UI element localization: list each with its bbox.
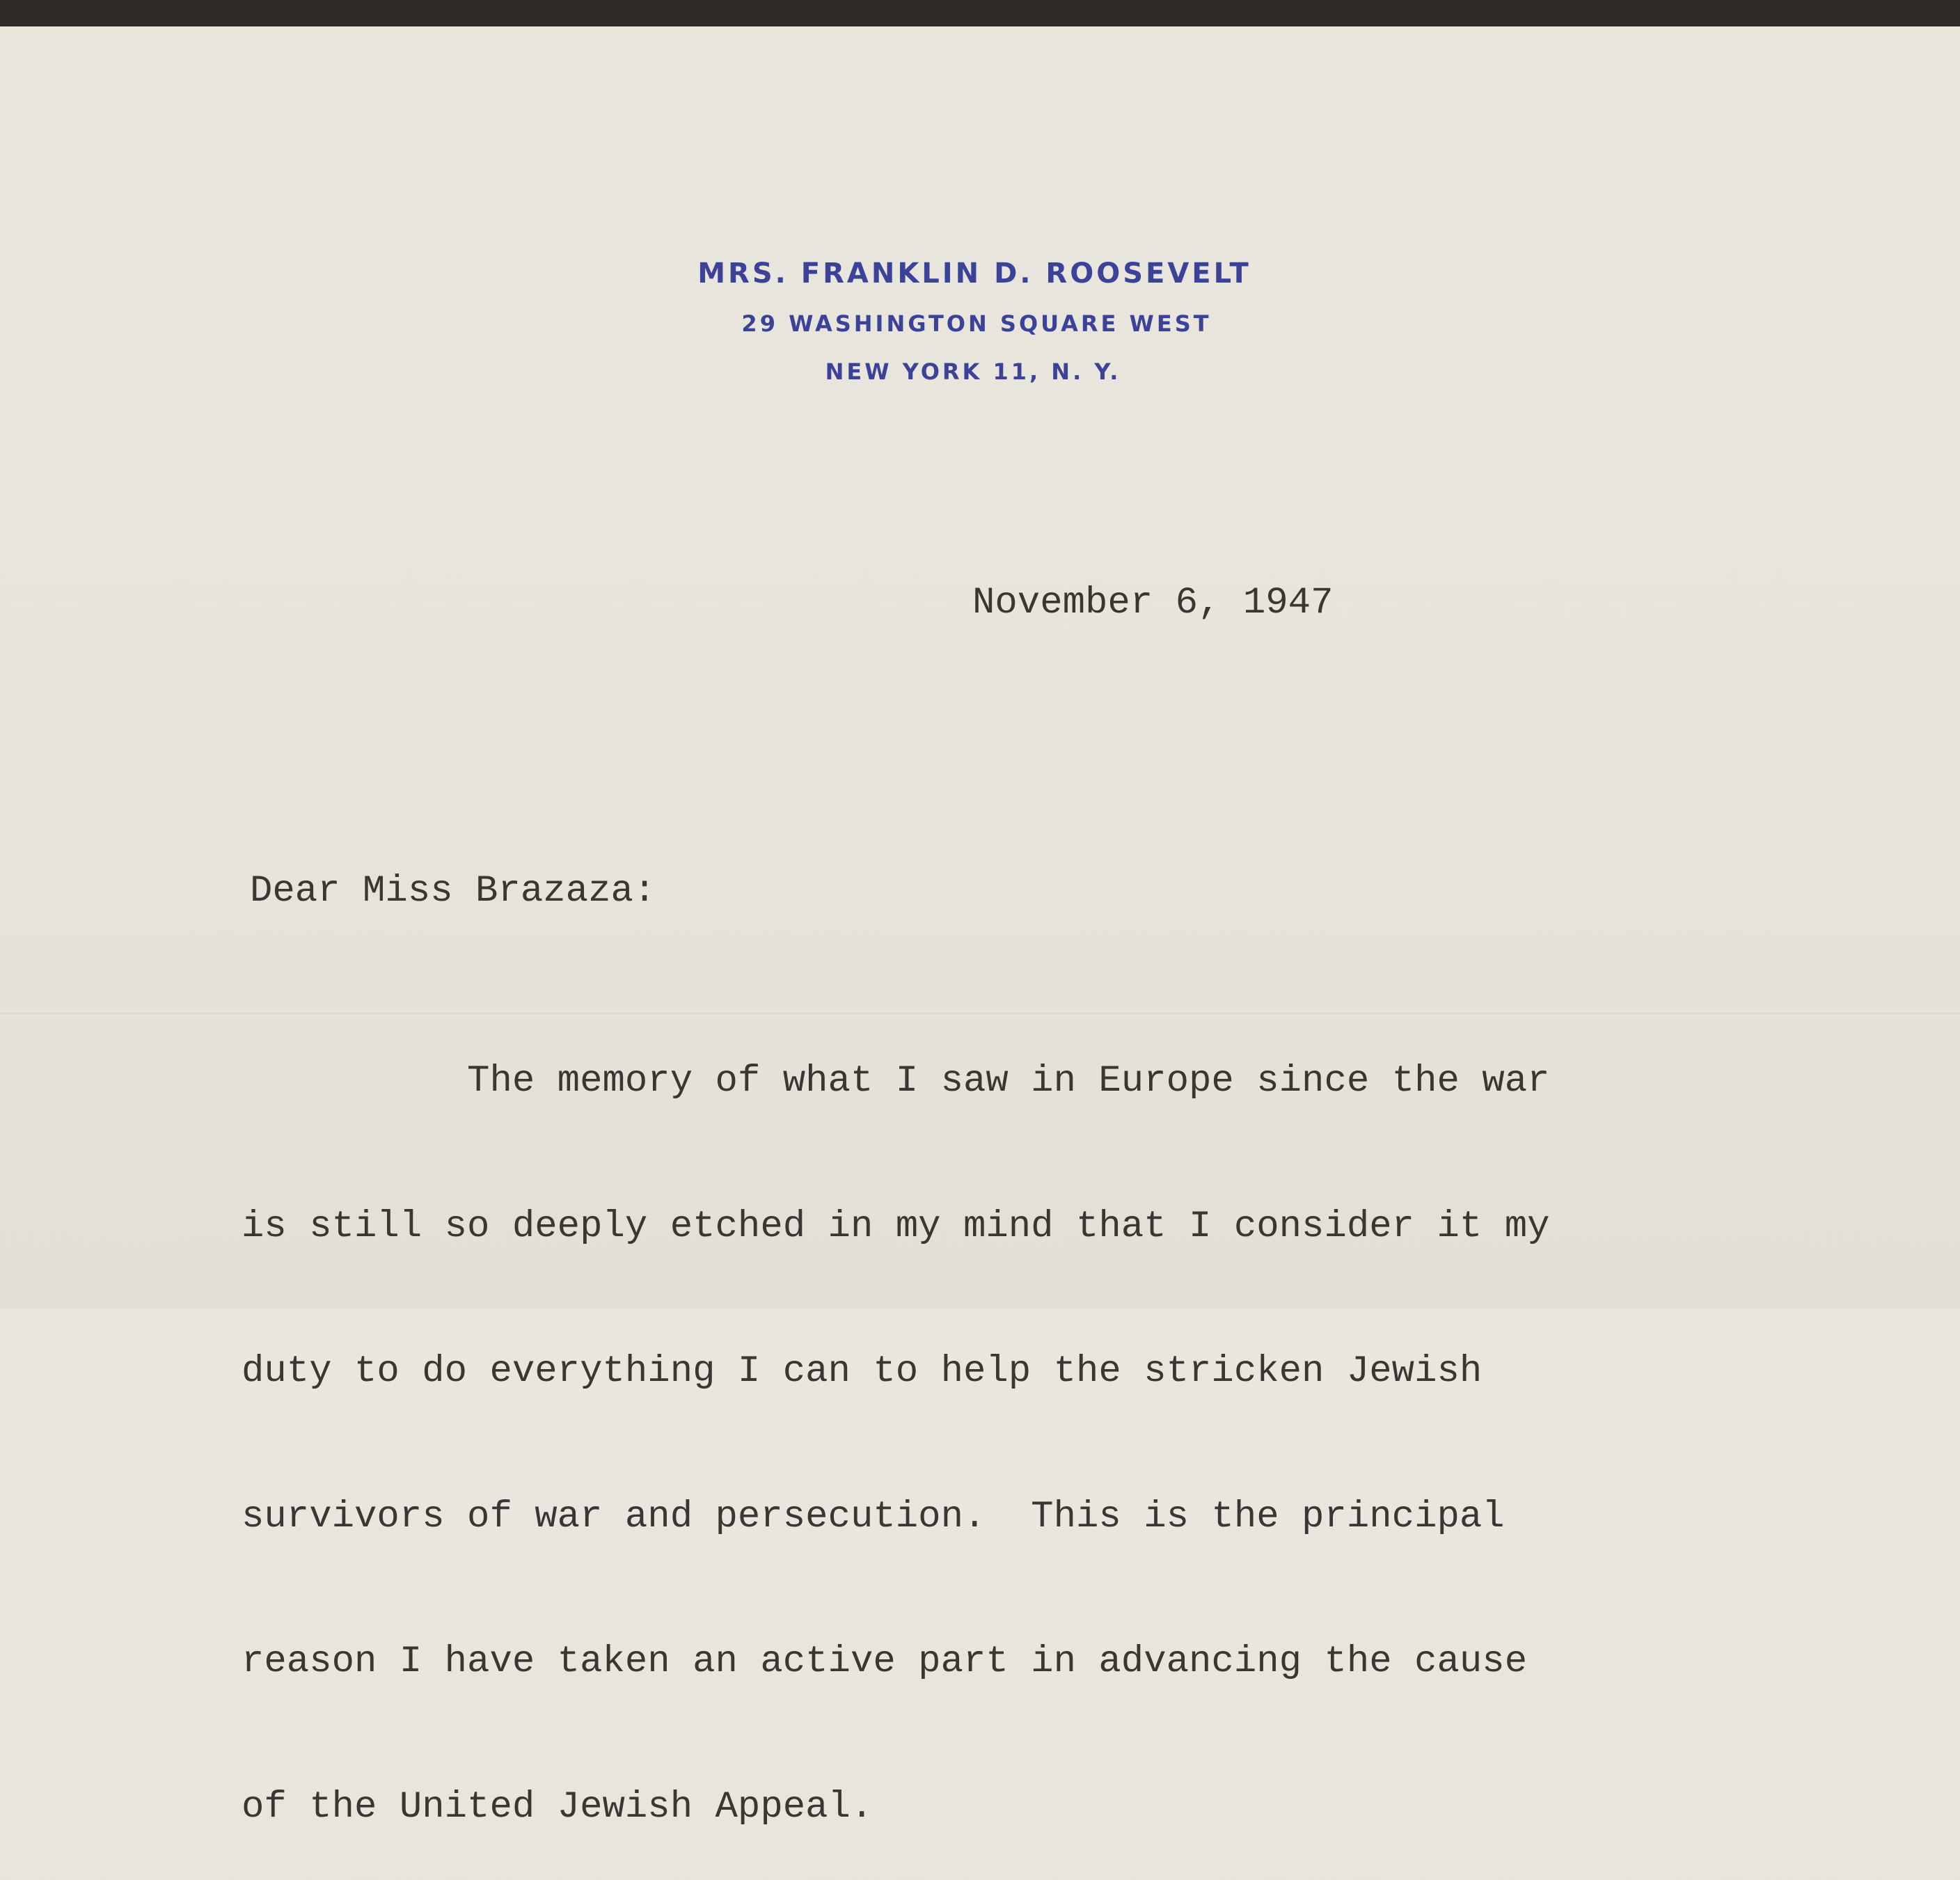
- body-line: The memory of what I saw in Europe since the war: [242, 1060, 1550, 1103]
- body-line: reason I have taken an active part in advancing the cause: [242, 1641, 1528, 1683]
- letterhead-street: 29 WASHINGTON SQUARE WEST: [741, 310, 1212, 337]
- body-line: is still so deeply etched in my mind that I consider it my: [242, 1205, 1550, 1248]
- letterhead-city: NEW YORK 11, N. Y.: [825, 358, 1121, 385]
- letterhead-name: MRS. FRANKLIN D. ROOSEVELT: [697, 258, 1251, 290]
- body-line: of the United Jewish Appeal.: [242, 1785, 874, 1828]
- letter-body: [242, 961, 1550, 1880]
- body-line: duty to do everything I can to help the stricken Jewish: [242, 1350, 1483, 1393]
- salutation: Dear Miss Brazaza:: [250, 870, 656, 913]
- letter-date: November 6, 1947: [972, 582, 1334, 624]
- background-edge: [0, 0, 1960, 26]
- body-line: survivors of war and persecution. This is the principal: [242, 1495, 1505, 1538]
